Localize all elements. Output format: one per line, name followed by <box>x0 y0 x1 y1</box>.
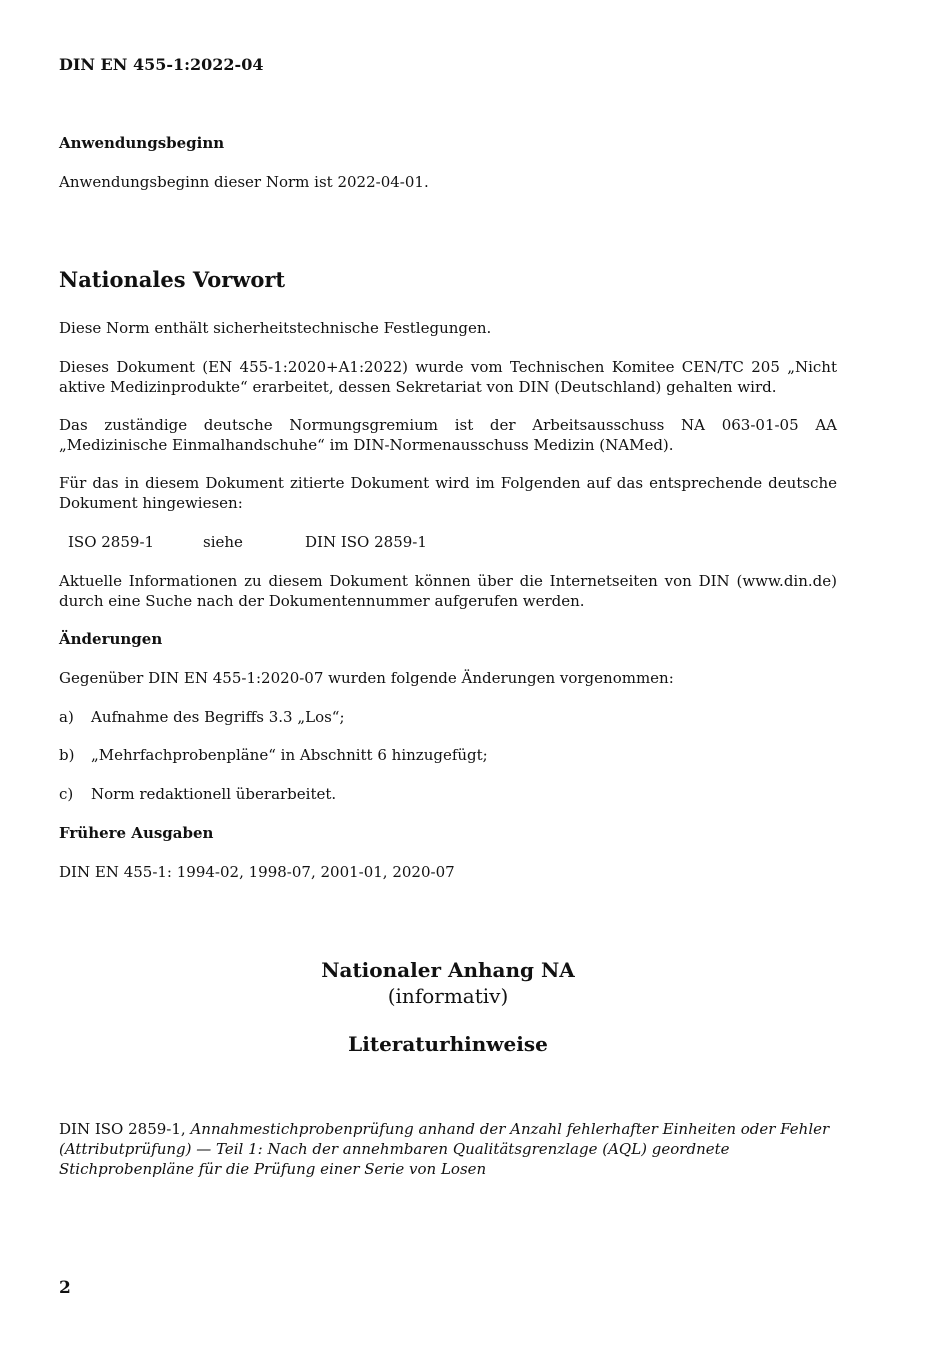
list-item-letter: b) <box>59 746 75 764</box>
document-id: DIN EN 455-1:2022-04 <box>59 55 264 74</box>
reference-mapping-row <box>59 532 837 552</box>
vorwort-paragraph-1: Diese Norm enthält sicherheitstechnische Festlegungen. <box>59 319 492 337</box>
list-item-text: Aufnahme des Begriffs 3.3 „Los“; <box>91 708 345 726</box>
reference-din: DIN ISO 2859-1 <box>305 533 427 551</box>
literaturhinweise-heading: Literaturhinweise <box>348 1032 548 1056</box>
nationales-vorwort-heading: Nationales Vorwort <box>59 267 286 292</box>
list-item-text: Norm redaktionell überarbeitet. <box>91 785 337 803</box>
list-item <box>59 784 837 804</box>
aenderungen-intro: Gegenüber DIN EN 455-1:2020-07 wurden folgende Änderungen vorgenommen: <box>59 669 674 687</box>
vorwort-paragraph-2: Dieses Dokument (EN 455-1:2020+A1:2022) wurde vom Technischen Komitee CEN/TC 205 „Nicht aktive Medizinprodukte“ erarbeitet, dessen Sekretariat von DIN (Deutschland) gehalten wird. <box>59 358 837 396</box>
list-item-letter: c) <box>59 785 74 803</box>
anwendungsbeginn-heading: Anwendungsbeginn <box>59 134 225 152</box>
aenderungen-heading: Änderungen <box>59 630 163 648</box>
literature-reference-id: DIN ISO 2859-1, <box>59 1120 186 1138</box>
list-item-letter: a) <box>59 708 74 726</box>
reference-iso: ISO 2859-1 <box>68 533 155 551</box>
vorwort-paragraph-3: Das zuständige deutsche Normungsgremium ist der Arbeitsausschuss NA 063-01-05 AA „Medizinische Einmalhandschuhe“ im DIN-Normenausschuss Medizin (NAMed). <box>59 416 837 454</box>
list-item-text: „Mehrfachprobenpläne“ in Abschnitt 6 hinzugefügt; <box>91 746 488 764</box>
list-item <box>59 745 837 765</box>
anwendungsbeginn-text: Anwendungsbeginn dieser Norm ist 2022-04-01. <box>59 173 429 191</box>
vorwort-paragraph-5: Aktuelle Informationen zu diesem Dokument können über die Internetseiten von DIN (www.din.de) durch eine Suche nach der Dokumentennummer aufgerufen werden. <box>59 572 837 610</box>
anhang-title: Nationaler Anhang NA <box>321 958 575 982</box>
anhang-subtitle: (informativ) <box>387 984 509 1008</box>
literature-reference-title: Annahmestichprobenprüfung anhand der Anzahl fehlerhafter Einheiten oder Fehler (Attributprüfung) — Teil 1: Nach der annehmbaren Qualitätsgrenzlage (AQL) geordnete Stichprobenpläne für die Prüfung einer Serie von Losen <box>59 1120 830 1178</box>
fruehere-ausgaben-text: DIN EN 455-1: 1994-02, 1998-07, 2001-01, 2020-07 <box>59 863 455 881</box>
vorwort-paragraph-4: Für das in diesem Dokument zitierte Dokument wird im Folgenden auf das entsprechende deutsche Dokument hingewiesen: <box>59 474 837 512</box>
page-number: 2 <box>59 1278 71 1298</box>
fruehere-ausgaben-heading: Frühere Ausgaben <box>59 824 214 842</box>
reference-siehe: siehe <box>203 533 243 551</box>
list-item <box>59 707 837 727</box>
literature-reference <box>59 1119 837 1179</box>
